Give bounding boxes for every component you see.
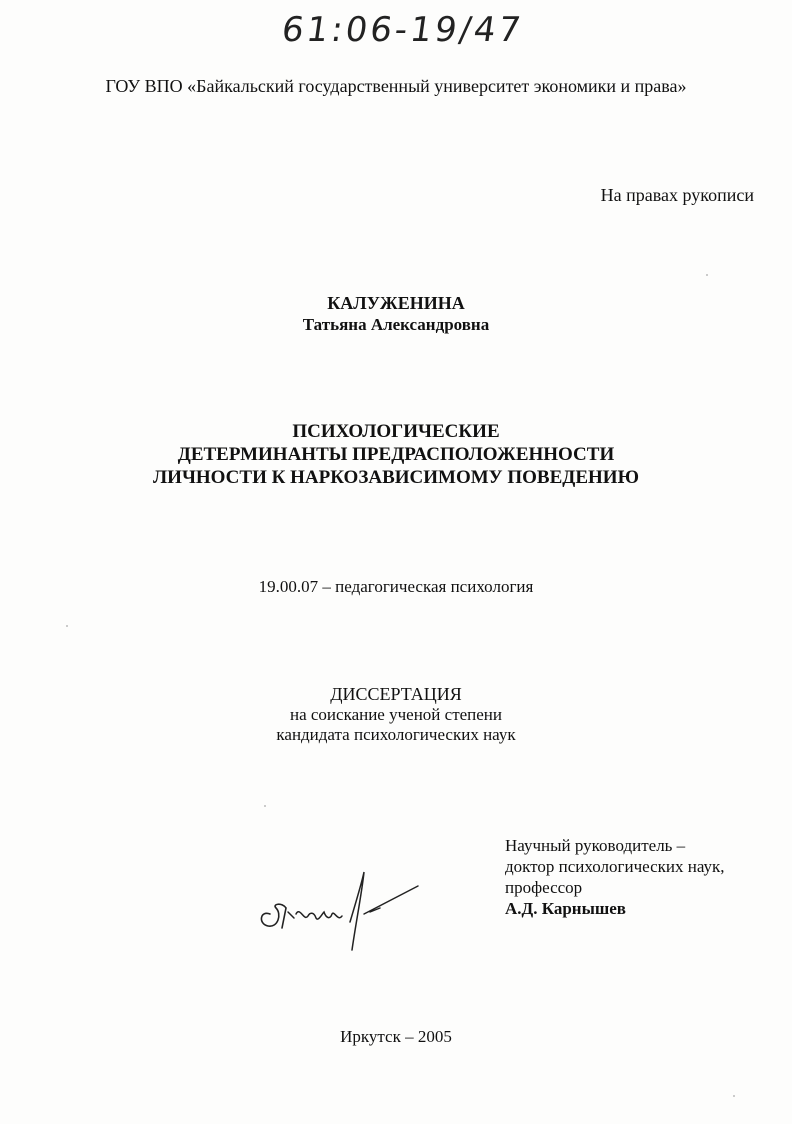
scan-speck	[66, 625, 68, 627]
rights-note: На правах рукописи	[600, 185, 754, 205]
author-given-names: Татьяна Александровна	[302, 315, 490, 334]
supervisor-block	[505, 835, 725, 919]
author-surname: КАЛУЖЕНИНА	[327, 293, 465, 313]
title-line: ДЕТЕРМИНАНТЫ ПРЕДРАСПОЛОЖЕННОСТИ	[177, 444, 615, 465]
dissertation-block	[0, 684, 792, 745]
author-signature	[252, 862, 422, 962]
scan-speck	[733, 1095, 735, 1097]
degree-name: кандидата психологических наук	[276, 725, 516, 744]
degree-purpose: на соискание ученой степени	[289, 705, 503, 724]
dissertation-heading: ДИССЕРТАЦИЯ	[330, 684, 462, 704]
place-and-year: Иркутск – 2005	[340, 1027, 452, 1046]
supervisor-role: Научный руководитель –	[505, 836, 686, 855]
specialty-code: 19.00.07 – педагогическая психология	[258, 577, 534, 596]
scan-speck	[706, 274, 708, 276]
dissertation-title	[0, 420, 792, 489]
supervisor-rank: профессор	[505, 878, 583, 897]
title-line: ЛИЧНОСТИ К НАРКОЗАВИСИМОМУ ПОВЕДЕНИЮ	[153, 467, 639, 488]
supervisor-degree: доктор психологических наук,	[505, 857, 725, 876]
archive-code: 61:06-19/47	[279, 10, 527, 50]
title-line: ПСИХОЛОГИЧЕСКИЕ	[292, 421, 500, 442]
supervisor-name: А.Д. Карнышев	[505, 899, 626, 918]
scan-speck	[264, 805, 266, 807]
institution-name: ГОУ ВПО «Байкальский государственный университет экономики и права»	[105, 76, 687, 96]
